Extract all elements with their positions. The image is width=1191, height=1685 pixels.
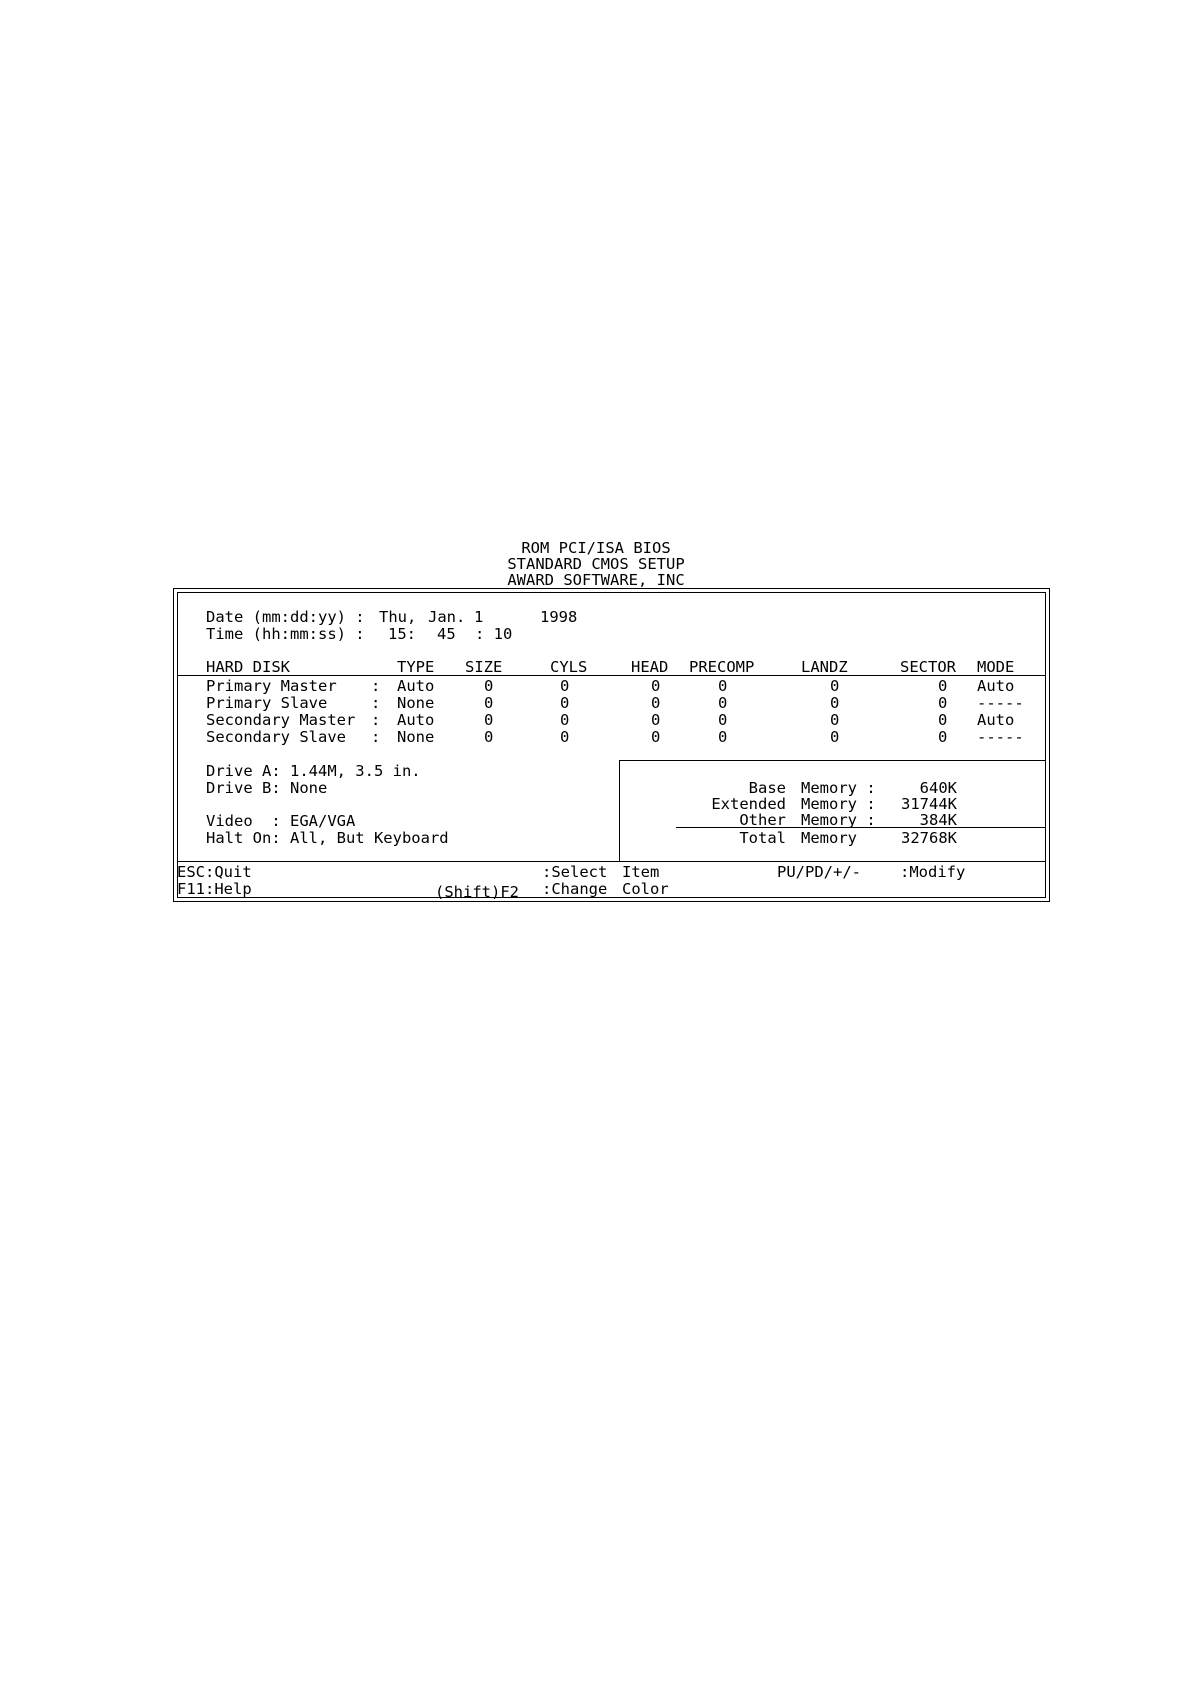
item-hint: Item: [622, 863, 660, 881]
col-head: HEAD: [631, 658, 669, 676]
time-hours[interactable]: 15:: [388, 625, 416, 643]
f11-help-key[interactable]: F11:Help: [177, 880, 252, 898]
disk-precomp: 0: [718, 694, 728, 712]
disk-header-divider: [177, 675, 1046, 676]
disk-head: 0: [651, 694, 661, 712]
disk-name: Secondary Master: [206, 711, 356, 729]
disk-size: 0: [484, 711, 494, 729]
memory-other-label: Other: [739, 811, 786, 829]
disk-landz: 0: [830, 728, 840, 746]
change-hint: :Change: [542, 880, 608, 898]
memory-extended-word: Memory :: [801, 795, 876, 813]
memory-extended-label: Extended: [711, 795, 786, 813]
disk-name: Primary Master: [206, 677, 337, 695]
disk-cyls: 0: [560, 728, 570, 746]
col-sector: SECTOR: [900, 658, 956, 676]
bios-title: ROM PCI/ISA BIOS: [521, 539, 671, 557]
disk-size: 0: [484, 677, 494, 695]
col-cyls: CYLS: [550, 658, 588, 676]
pupd-key[interactable]: PU/PD/+/-: [777, 863, 861, 881]
halt-on-setting[interactable]: Halt On: All, But Keyboard: [206, 829, 449, 847]
disk-sector: 0: [938, 677, 948, 695]
disk-precomp: 0: [718, 728, 728, 746]
memory-box-left: [619, 760, 620, 861]
memory-other-word: Memory :: [801, 811, 876, 829]
disk-cyls: 0: [560, 677, 570, 695]
disk-sector: 0: [938, 728, 948, 746]
memory-base-value: 640K: [919, 779, 957, 797]
disk-name: Primary Slave: [206, 694, 328, 712]
time-label: Time (hh:mm:ss) :: [206, 625, 365, 643]
date-label: Date (mm:dd:yy) :: [206, 608, 365, 626]
date-day[interactable]: Thu,: [379, 608, 417, 626]
disk-size: 0: [484, 728, 494, 746]
select-hint: :Select: [542, 863, 608, 881]
disk-sector: 0: [938, 694, 948, 712]
disk-precomp: 0: [718, 711, 728, 729]
disk-cyls: 0: [560, 694, 570, 712]
col-mode: MODE: [977, 658, 1015, 676]
modify-hint: :Modify: [900, 863, 966, 881]
color-hint: Color: [622, 880, 669, 898]
memory-box-top: [619, 760, 1046, 761]
disk-landz: 0: [830, 677, 840, 695]
shift-f2-key[interactable]: (Shift)F2: [435, 883, 519, 901]
disk-cyls: 0: [560, 711, 570, 729]
disk-colon: :: [371, 728, 381, 746]
vendor-title: AWARD SOFTWARE, INC: [507, 571, 685, 589]
memory-base-word: Memory :: [801, 779, 876, 797]
disk-landz: 0: [830, 711, 840, 729]
date-month[interactable]: Jan.: [428, 608, 466, 626]
disk-name: Secondary Slave: [206, 728, 346, 746]
disk-precomp: 0: [718, 677, 728, 695]
disk-mode[interactable]: -----: [977, 694, 1024, 712]
disk-type[interactable]: None: [397, 694, 435, 712]
disk-head: 0: [651, 677, 661, 695]
disk-colon: :: [371, 677, 381, 695]
date-date[interactable]: 1: [474, 608, 484, 626]
col-type: TYPE: [397, 658, 435, 676]
disk-colon: :: [371, 711, 381, 729]
disk-size: 0: [484, 694, 494, 712]
drive-a-setting[interactable]: Drive A: 1.44M, 3.5 in.: [206, 762, 421, 780]
memory-base-label: Base: [748, 779, 786, 797]
memory-other-value: 384K: [919, 811, 957, 829]
disk-head: 0: [651, 728, 661, 746]
disk-colon: :: [371, 694, 381, 712]
esc-quit-key[interactable]: ESC:Quit: [177, 863, 252, 881]
footer-divider: [177, 861, 1046, 862]
memory-total-label: Total: [739, 829, 786, 847]
disk-type[interactable]: Auto: [397, 711, 435, 729]
col-precomp: PRECOMP: [689, 658, 755, 676]
disk-head: 0: [651, 711, 661, 729]
memory-extended-value: 31744K: [901, 795, 957, 813]
col-hard-disk: HARD DISK: [206, 658, 290, 676]
disk-type[interactable]: Auto: [397, 677, 435, 695]
date-year[interactable]: 1998: [540, 608, 578, 626]
video-setting[interactable]: Video : EGA/VGA: [206, 812, 356, 830]
disk-mode[interactable]: Auto: [977, 711, 1015, 729]
disk-type[interactable]: None: [397, 728, 435, 746]
col-size: SIZE: [465, 658, 503, 676]
time-minutes[interactable]: 45: [437, 625, 456, 643]
drive-b-setting[interactable]: Drive B: None: [206, 779, 328, 797]
time-seconds[interactable]: : 10: [475, 625, 513, 643]
col-landz: LANDZ: [801, 658, 848, 676]
disk-landz: 0: [830, 694, 840, 712]
disk-sector: 0: [938, 711, 948, 729]
memory-total-value: 32768K: [901, 829, 957, 847]
disk-mode[interactable]: -----: [977, 728, 1024, 746]
memory-total-word: Memory: [801, 829, 857, 847]
setup-title: STANDARD CMOS SETUP: [507, 555, 685, 573]
disk-mode[interactable]: Auto: [977, 677, 1015, 695]
